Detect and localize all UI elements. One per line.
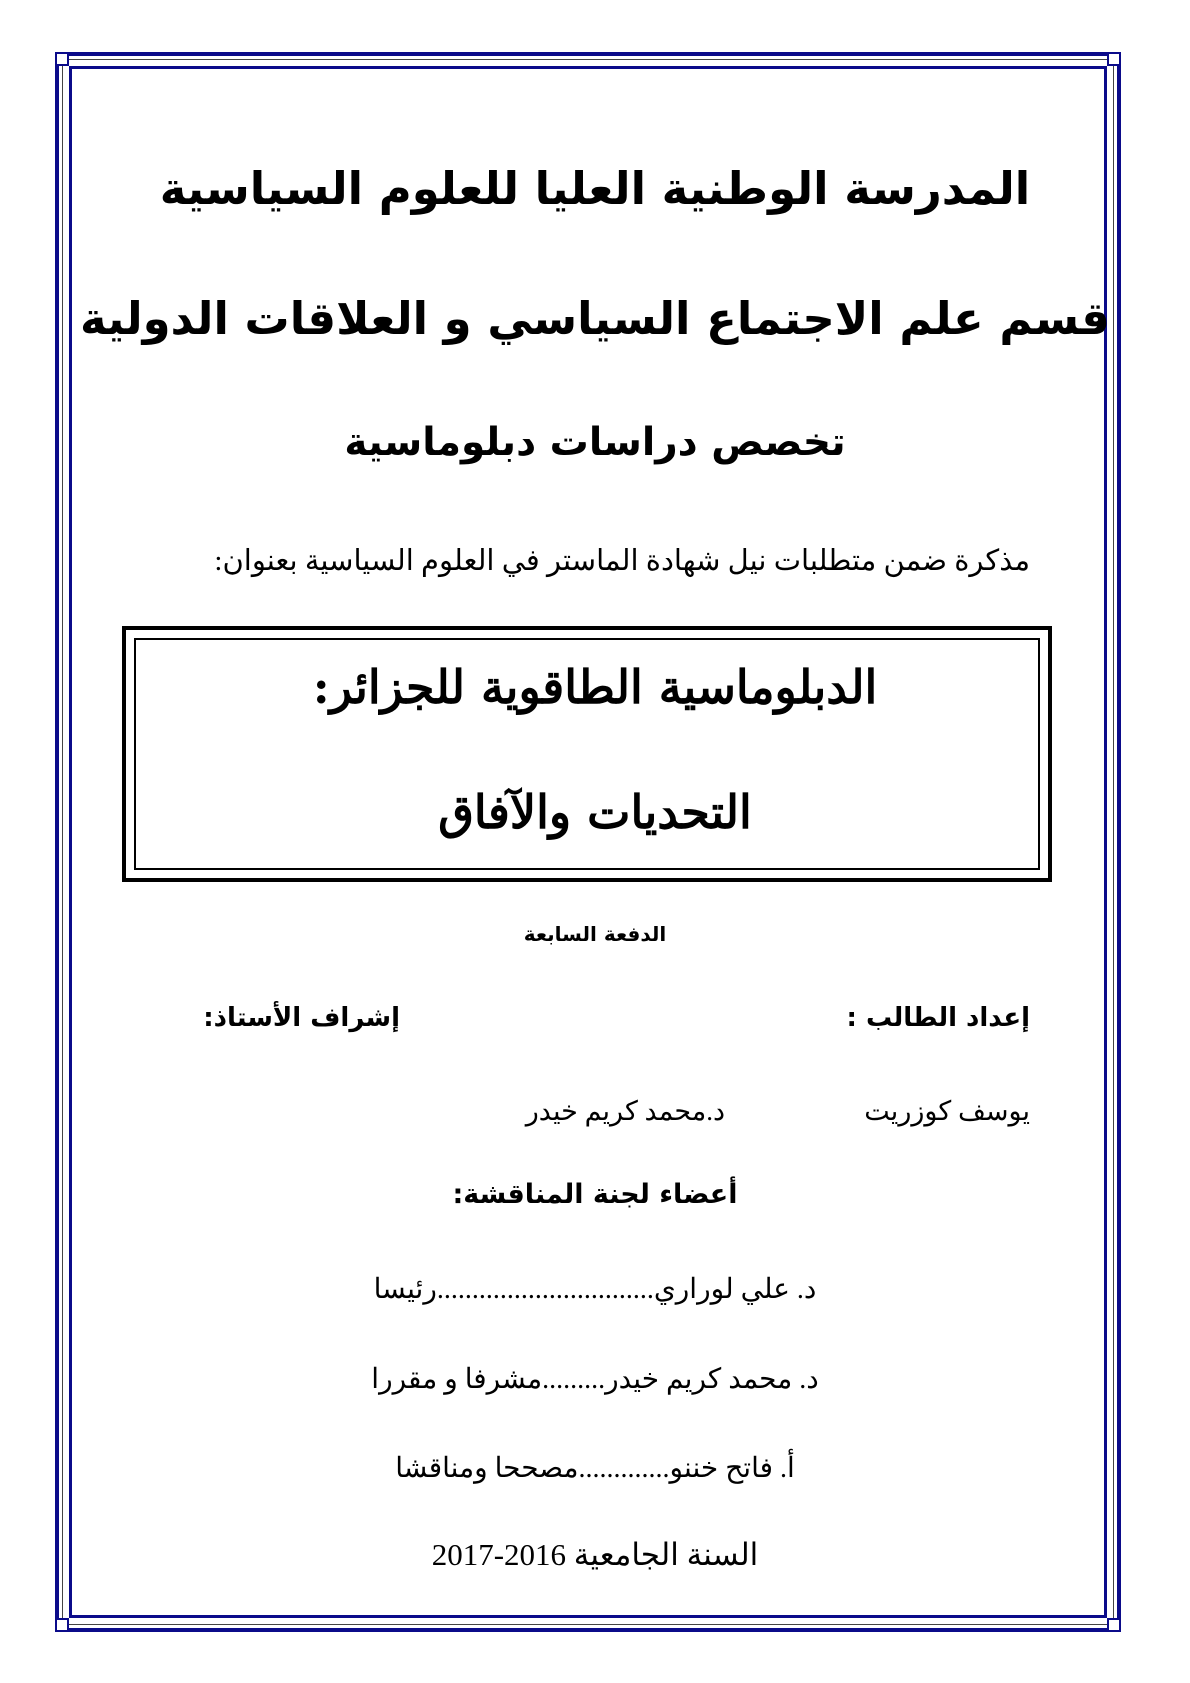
department-name: قسم علم الاجتماع السياسي و العلاقات الدولية bbox=[80, 292, 1110, 345]
thesis-title-line2: التحديات والآفاق bbox=[438, 785, 752, 839]
memo-intro: مذكرة ضمن متطلبات نيل شهادة الماستر في العلوم السياسية بعنوان: bbox=[214, 545, 1030, 577]
committee-member-examiner: أ. فاتح خننو.............مصححا ومناقشا bbox=[395, 1453, 795, 1484]
batch-label: الدفعة السابعة bbox=[523, 922, 667, 946]
thesis-title-line1: الدبلوماسية الطاقوية للجزائر: bbox=[312, 660, 878, 714]
corner-ornament-top-right bbox=[1107, 52, 1121, 66]
corner-ornament-bottom-left bbox=[55, 1618, 69, 1632]
school-name: المدرسة الوطنية العليا للعلوم السياسية bbox=[159, 162, 1031, 215]
supervisor-name: د.محمد كريم خيدر bbox=[525, 1096, 725, 1126]
corner-ornament-top-left bbox=[55, 52, 69, 66]
committee-member-supervisor: د. محمد كريم خيدر.........مشرفا و مقررا bbox=[371, 1364, 819, 1395]
prepared-by-label: إعداد الطالب : bbox=[846, 1003, 1030, 1033]
specialization: تخصص دراسات دبلوماسية bbox=[344, 420, 846, 465]
supervision-label: إشراف الأستاذ: bbox=[203, 1003, 400, 1033]
corner-ornament-bottom-right bbox=[1107, 1618, 1121, 1632]
student-name: يوسف كوزريت bbox=[864, 1096, 1030, 1126]
academic-year: السنة الجامعية 2016-2017 bbox=[431, 1537, 759, 1572]
committee-label: أعضاء لجنة المناقشة: bbox=[452, 1179, 738, 1210]
committee-member-chair: د. علي لوراري...............................رئيسا bbox=[373, 1274, 817, 1305]
